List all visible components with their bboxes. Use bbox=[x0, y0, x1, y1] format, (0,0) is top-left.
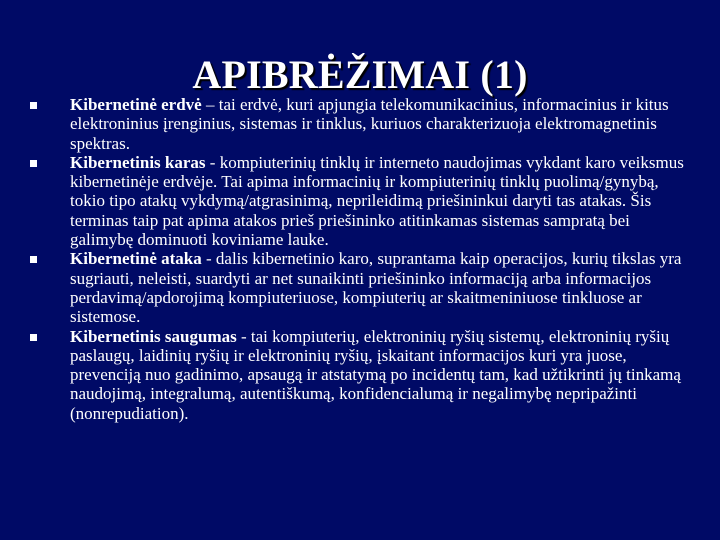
definition-text: - dalis kibernetinio karo, suprantama kaip operacijos, kurių tikslas yra sugriauti, neleisti, suardyti ar net sunaikinti priešininko informaciją arba informacijos perdavimą/apdorojimą kompiuteriuose, kompiuterių ar skaitmeniniuose tinkluose ar sistemose. bbox=[70, 249, 682, 327]
square-bullet-icon bbox=[30, 334, 37, 341]
definition-term: Kibernetinė erdvė bbox=[70, 95, 202, 114]
definition-text: - kompiuterinių tinklų ir interneto naudojimas vykdant karo veiksmus kibernetinėje erdvėje. Tai apima informacinių ir kompiuterinių tinklų puolimą/gynybą, tokio tipo atakų vykdymą/atgrasinimą, neprileidimą priešininkui daryti tas atakas. Šis terminas taip pat apima atakos prieš priešininko atitinkamas sistemas sampratą bei galimybę dominuoti koviniame lauke. bbox=[70, 152, 684, 250]
list-item-cyberspace bbox=[22, 95, 692, 153]
definition-term: Kibernetinė ataka bbox=[70, 249, 202, 269]
slide-title: APIBRĖŽIMAI (1) bbox=[192, 51, 528, 97]
definition-term: Kibernetinis saugumas bbox=[70, 326, 237, 346]
definitions-list bbox=[22, 95, 692, 423]
list-item-cyber-security bbox=[22, 327, 692, 423]
list-item-cyber-attack bbox=[22, 249, 692, 326]
square-bullet-icon bbox=[30, 160, 37, 167]
definition-text: - tai kompiuterių, elektroninių ryšių sistemų, elektroninių ryšių paslaugų, laidinių ryšių ir elektroninių ryšių, įskaitant informacijos kuri yra juose, prevenciją nuo gadinimo, apsaugą ir atstatymą po incidentų tam, kad užtikrinti jų tinkamą naudojimą, integralumą, autentiškumą, konfidencialumą ir negalimybę nepripažinti (nonrepudiation). bbox=[70, 326, 681, 423]
definition-text: – tai erdvė, kuri apjungia telekomunikacinius, informacinius ir kitus elektroninius įrenginius, sistemas ir tinklus, kuriuos charakterizuoja elektromagnetinis spektras. bbox=[70, 95, 669, 153]
list-item-cyber-war bbox=[22, 153, 692, 249]
definition-term: Kibernetinis karas bbox=[70, 152, 206, 172]
square-bullet-icon bbox=[30, 102, 37, 109]
square-bullet-icon bbox=[30, 256, 37, 263]
